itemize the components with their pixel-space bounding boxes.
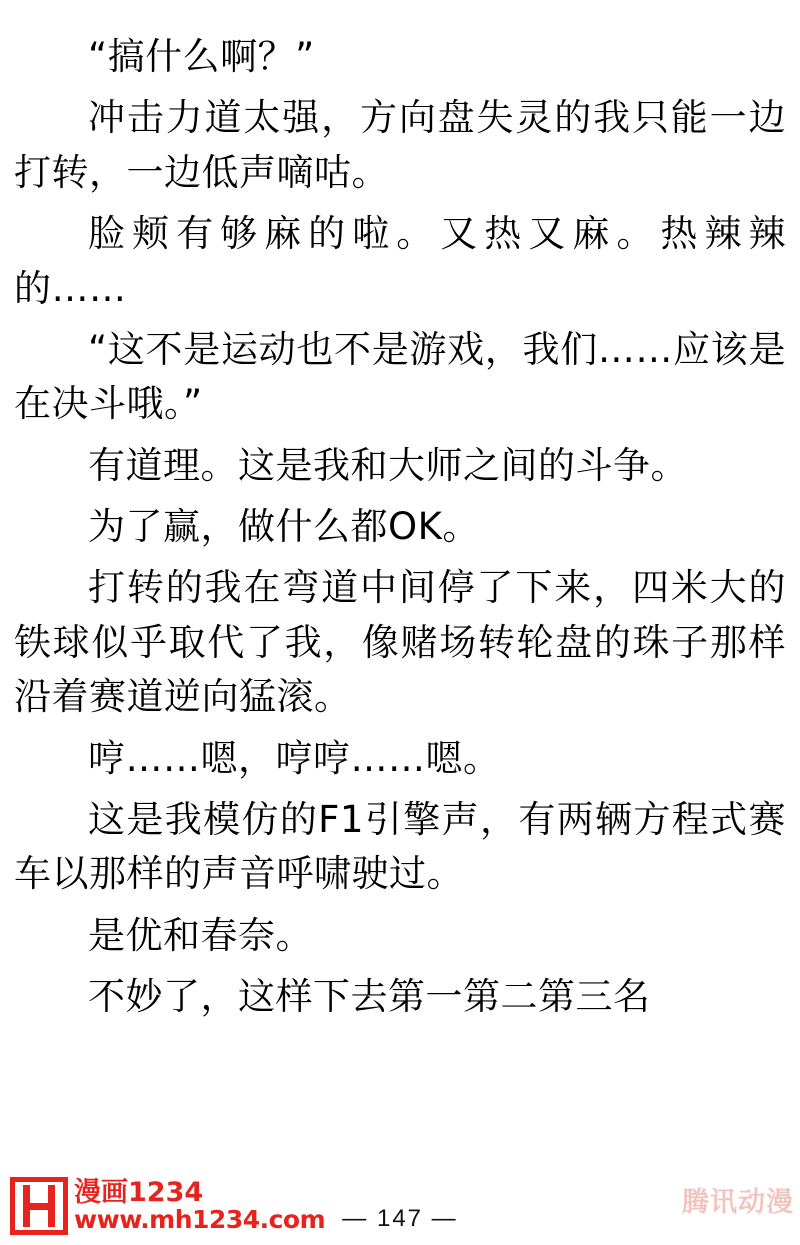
paragraph: “搞什么啊？” (88, 35, 315, 78)
logo-title: 漫画1234 (74, 1176, 204, 1208)
paragraph: 不妙了，这样下去第一第二第三名 (88, 975, 651, 1018)
paragraph: 打转的我在弯道中间停了下来，四米大的铁球似乎取代了我，像赌场转轮盘的珠子那样沿着赛道逆向猛滚。 (14, 566, 786, 719)
page-text-body (14, 30, 786, 1031)
paragraph: 有道理。这是我和大师之间的斗争。 (88, 443, 688, 487)
site-logo (10, 1175, 325, 1237)
paragraph: 脸颊有够麻的啦。又热又麻。热辣辣的…… (14, 212, 786, 310)
paragraph: 哼……嗯，哼哼……嗯。 (88, 736, 501, 780)
logo-text (74, 1176, 326, 1235)
paragraph: 是优和春奈。 (88, 913, 313, 957)
watermark-label: 腾讯动漫 (682, 1187, 794, 1218)
logo-bar (23, 1203, 55, 1210)
paragraph: 冲击力道太强，方向盘失灵的我只能一边打转，一边低声嘀咕。 (14, 96, 786, 194)
paragraph: 为了赢，做什么都OK。 (88, 505, 480, 548)
paragraph: “这不是运动也不是游戏，我们……应该是在决斗哦。” (14, 327, 786, 426)
paragraph: 这是我模仿的F1引擎声，有两辆方程式赛车以那样的声音呼啸驶过。 (14, 797, 786, 896)
logo-mark-icon (10, 1177, 68, 1235)
page-number: — 147 — (342, 1205, 458, 1232)
logo-url: www.mh1234.com (74, 1205, 326, 1235)
